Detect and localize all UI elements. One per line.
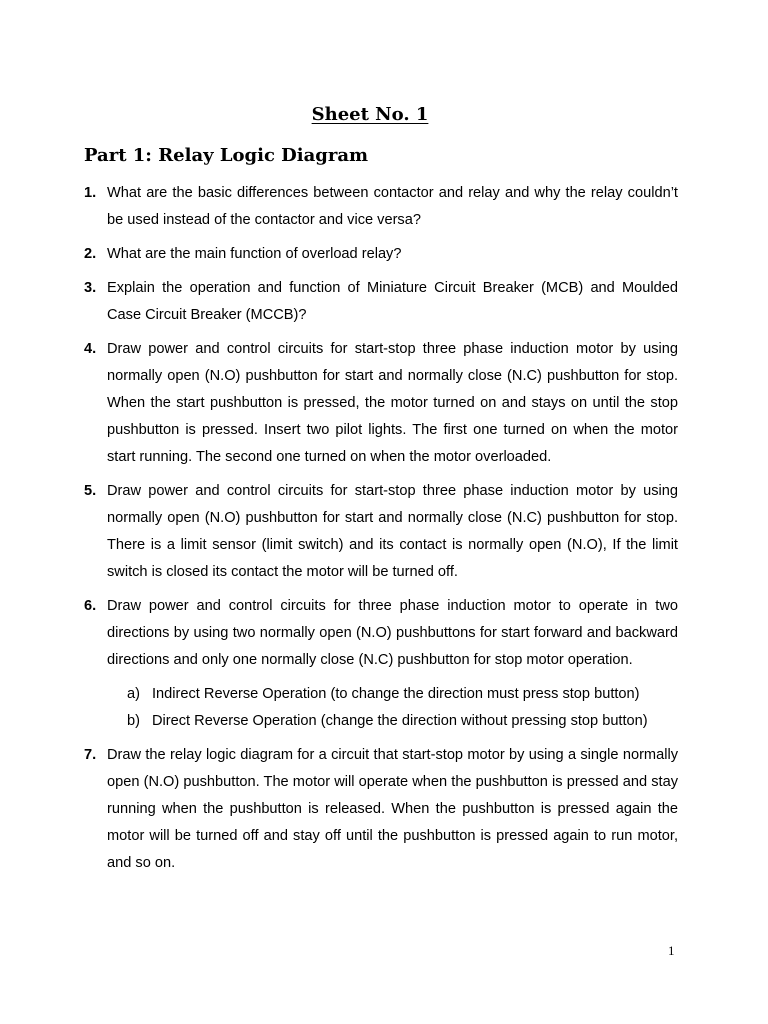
question-text: What are the main function of overload relay?	[107, 246, 402, 262]
question-1	[84, 180, 678, 234]
question-number: 2.	[84, 246, 97, 262]
question-number: 3.	[84, 280, 97, 296]
sheet-title: Sheet No. 1	[311, 104, 429, 125]
question-number: 7.	[84, 747, 97, 763]
question-5	[84, 478, 678, 586]
question-number: 1.	[84, 185, 97, 201]
question-text: Draw power and control circuits for start-stop three phase induction motor by using normally open (N.O) pushbutton for start and normally close (N.C) pushbutton for stop. When the start pushbutton is pressed, the motor turned on and stays on until the stop pushbutton is pressed. Insert two pilot lights. The first one turned on when the motor start running. The second one turned on when the motor overloaded.	[107, 341, 678, 465]
sub-question-text: Direct Reverse Operation (change the direction without pressing stop button)	[152, 713, 648, 729]
question-7	[84, 742, 678, 877]
question-3	[84, 275, 678, 329]
sub-question-list	[107, 681, 678, 735]
question-4	[84, 336, 678, 471]
sub-question-a	[127, 681, 678, 708]
question-text: Explain the operation and function of Miniature Circuit Breaker (MCB) and Moulded Case Circuit Breaker (MCCB)?	[107, 280, 678, 323]
sub-question-label: a)	[127, 686, 140, 702]
question-text: Draw the relay logic diagram for a circuit that start-stop motor by using a single normally open (N.O) pushbutton. The motor will operate when the pushbutton is pressed and stay running when the pushbutton is released. When the pushbutton is pressed again the motor will be turned off and stay off until the pushbutton is pressed again to run motor, and so on.	[107, 747, 678, 871]
question-text: What are the basic differences between contactor and relay and why the relay couldn’t be used instead of the contactor and vice versa?	[107, 185, 678, 228]
page-number: 1	[668, 943, 675, 958]
question-text: Draw power and control circuits for start-stop three phase induction motor by using normally open (N.O) pushbutton for start and normally close (N.C) pushbutton for stop. There is a limit sensor (limit switch) and its contact is normally open (N.O), If the limit switch is closed its contact the motor will be turned off.	[107, 483, 678, 580]
sub-question-b	[127, 708, 678, 735]
question-6	[84, 593, 678, 735]
question-number: 4.	[84, 341, 97, 357]
question-list	[84, 180, 678, 884]
question-number: 6.	[84, 598, 97, 614]
sub-question-label: b)	[127, 713, 140, 729]
question-2	[84, 241, 678, 268]
part-title: Part 1: Relay Logic Diagram	[84, 145, 369, 166]
question-number: 5.	[84, 483, 97, 499]
question-text: Draw power and control circuits for three phase induction motor to operate in two directions by using two normally open (N.O) pushbuttons for start forward and backward directions and only one normally close (N.C) pushbutton for stop motor operation.	[107, 598, 678, 668]
sub-question-text: Indirect Reverse Operation (to change the direction must press stop button)	[152, 686, 640, 702]
